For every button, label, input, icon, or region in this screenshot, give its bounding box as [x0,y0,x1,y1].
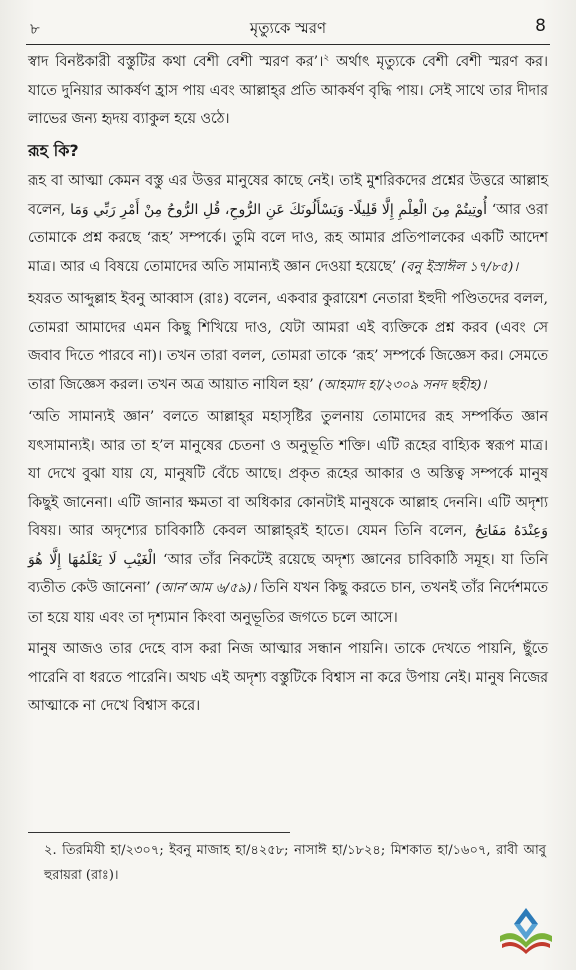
paragraph-4 [28,403,548,632]
page-number-right: 8 [535,16,546,36]
paragraph-2 [28,167,548,282]
page-header [26,10,550,45]
paragraph-3 [28,285,548,400]
arabic-verse-part2: أُوتِيتُمْ مِنَ الْعِلْمِ إِلَّا قَلِيلًا- [348,201,487,218]
section-heading: রূহ কি? [28,140,79,160]
arabic-verse-part1: وَيَسْأَلُونَكَ عَنِ الرُّوحِ، قُلِ الرُّوحُ مِنْ أَمْرِ رَبِّي وَمَا [70,201,344,218]
para4-translation: ‘আর তাঁর নিকটেই রয়েছে অদৃশ্য জ্ঞানের চাবিকাঠি সমূহ। যা তিনি ব্যতীত কেউ জানেনা’ [28,551,549,596]
para4-text-end: তিনি যখন কিছু করতে চান, তখনই তাঁর নির্দেশমতে তা হয়ে যায় এবং তা দৃশ্যমান কিংবা অনুভূতির জগতে চলে আসে। [28,580,548,626]
book-logo-icon [494,902,558,958]
arabic-verse-ghayb: وَعِنْدَهُ مَفَاتِحُ الْغَيْبِ لَا يَعْلَمُهَا إِلَّا هُوَ [28,523,549,568]
para4-text-start: ‘অতি সামান্যই জ্ঞান’ বলতে আল্লাহ্‌র মহাসৃষ্টির তুলনায় তোমাদের রূহ সম্পর্কিত জ্ঞান যৎসামান্যই। আর তা হ’ল মানুষের চেতনা ও অনুভূতি শক্তি। এটি রূহের বাহ্যিক স্বরূপ মাত্র। যা দেখে বুঝা যায় যে, মানুষটি বেঁচে আছে। প্রকৃত রূহের আকার ও অস্তিত্ব সম্পর্কে মানুষ কিছুই জানেনা। এটি জানার ক্ষমতা বা অধিকার কোনটাই মানুষকে আল্লাহ দেননি। এটি অদৃশ্য বিষয়। আর অদৃশ্যের চাবিকাঠি কেবল আল্লাহ্‌রই হাতে। যেমন তিনি বলেন, [28,409,548,539]
page-number-left: ৮ [30,20,40,38]
footnote-divider [28,832,290,833]
para2-text-start: রূহ বা আত্মা কেমন বস্তু এর উত্তর মানুষের কাছে নেই। তাই মুশরিকদের প্রশ্নের উত্তরে আল্লাহ বলেন, [28,173,548,218]
para4-citation: (আন‘আম ৬/৫৯)। [155,581,257,596]
running-title: মৃত্যুকে স্মরণ [249,19,327,37]
paragraph-1 [28,48,548,134]
footnote-marker: ২ [323,53,330,64]
para2-citation: (বনু ইস্রাঈল ১৭/৮৫)। [400,259,519,275]
paragraph-5 [28,635,548,721]
footnote: ২. তিরমিযী হা/২৩০৭; ইবনু মাজাহ হা/৪২৫৮; নাসাঈ হা/১৮২৪; মিশকাত হা/১৬০৭, রাবী আবু হুরায়রা (রাঃ)। [44,843,546,883]
para5-text: মানুষ আজও তার দেহে বাস করা নিজ আত্মার সন্ধান পায়নি। তাকে দেখতে পায়নি, ছুঁতে পারেনি বা ধরতে পারেনি। অথচ এই অদৃশ্য বস্তুটিকে বিশ্বাস না করে উপায় নেই। মানুষ নিজের আত্মাকে না দেখে বিশ্বাস করে। [28,641,548,714]
para2-translation: ‘আর ওরা তোমাকে প্রশ্ন করছে ‘রূহ’ সম্পর্কে। তুমি বলে দাও, রূহ আমার প্রতিপালকের একটি আদেশ মাত্র। আর এ বিষয়ে তোমাদের অতি সামান্যই জ্ঞান দেওয়া হয়েছে’ [28,201,549,275]
para1-text-start: স্বাদ বিনষ্টকারী বস্তুটির কথা বেশী বেশী স্মরণ কর’। [28,54,324,70]
para1-text-end: অর্থাৎ মৃত্যুকে বেশী বেশী স্মরণ কর। যাতে দুনিয়ার আকর্ষণ হ্রাস পায় এবং আল্লাহ্‌র প্রতি আকর্ষণ বৃদ্ধি পায়। সেই সাথে তার দীদার লাভের জন্য হৃদয় ব্যাকুল হয়ে ওঠে। [28,54,548,127]
para3-text: হযরত আব্দুল্লাহ ইবনু আব্বাস (রাঃ) বলেন, একবার কুরায়েশ নেতারা ইহুদী পণ্ডিতদের বলল, তোমরা আমাদের এমন কিছু শিখিয়ে দাও, যেটা আমরা এই ব্যক্তিকে প্রশ্ন করব (এবং সে জবাব দিতে পারবে না)। তখন তারা বলল, তোমরা তাকে ‘রূহ’ সম্পর্কে জিজ্ঞেস কর। সেমতে তারা জিজ্ঞেস করল। তখন অত্র আয়াত নাযিল হয়’ [28,291,548,393]
para3-citation: (আহমাদ হা/২৩০৯ সনদ ছহীহ)। [318,377,487,393]
page-body [28,48,548,724]
